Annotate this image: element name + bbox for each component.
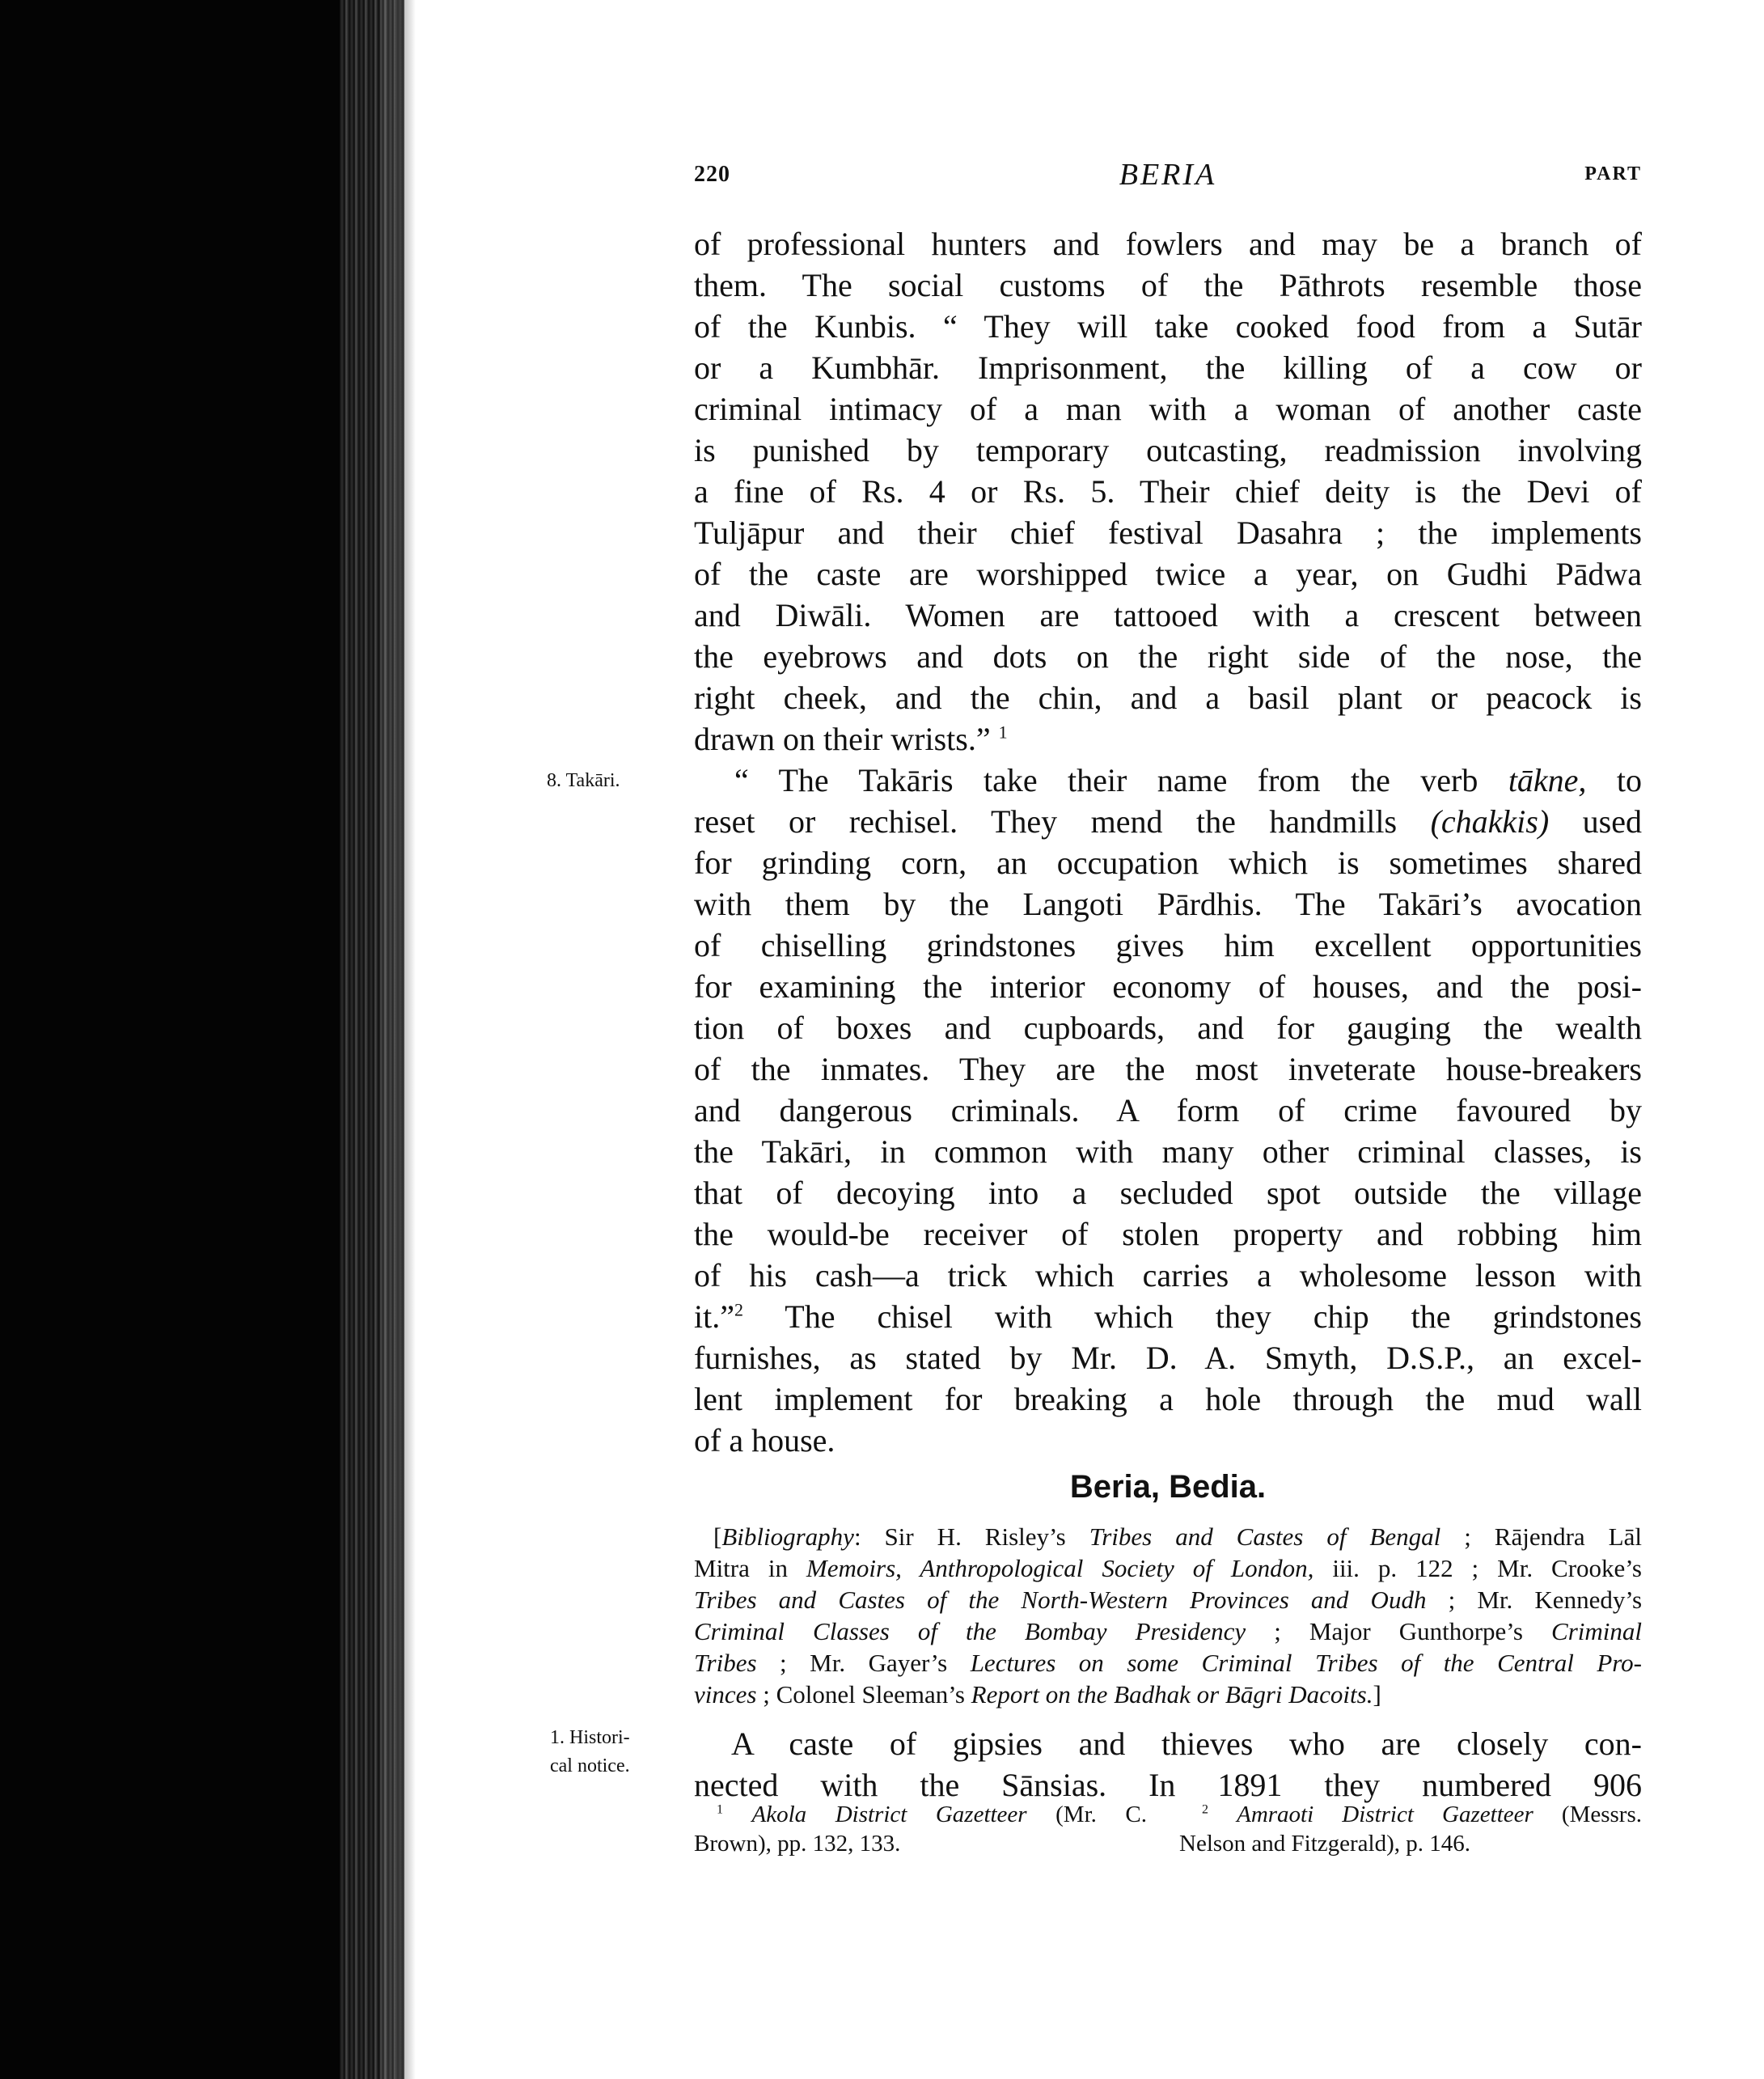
text-segment: ; Rājendra Lāl — [1440, 1522, 1642, 1551]
footnote-ref: 2 — [734, 1299, 743, 1320]
text-line: A caste of gipsies and thieves who are closely con- — [731, 1725, 1642, 1762]
paragraph-pathrots — [694, 223, 1642, 1461]
bib-line — [694, 1615, 1642, 1647]
footnote-line: Brown), pp. 132, 133. — [694, 1831, 901, 1857]
text-segment: [ — [713, 1522, 722, 1551]
footnote-mark: 2 — [1202, 1802, 1208, 1817]
bib-title: Tribes — [694, 1649, 757, 1677]
book-binding-shadow — [0, 0, 380, 2079]
bib-line — [694, 1584, 1642, 1615]
bib-title: Report on the Badhak or Bāgri Dacoits. — [971, 1680, 1373, 1709]
footnote-title: Akola District Gazetteer — [751, 1802, 1027, 1827]
text-line: lent implement for breaking a hole through the mud wall — [694, 1381, 1642, 1417]
text-line: the would-be receiver of stolen property and robbing him — [694, 1216, 1642, 1252]
footnote-2 — [1179, 1800, 1642, 1858]
text-segment: ; Major Gunthorpe’s — [1246, 1617, 1552, 1645]
text-line: or a Kumbhār. Imprisonment, the killing of a cow or — [694, 349, 1642, 386]
bib-title: Criminal Classes of the Bombay Presidency — [694, 1617, 1246, 1645]
text-line: the eyebrows and dots on the right side of the nose, the — [694, 638, 1642, 675]
text-line: the Takāri, in common with many other criminal classes, is — [694, 1133, 1642, 1170]
text-segment: Mitra in — [694, 1554, 806, 1582]
italic-term: tākne, — [1508, 762, 1587, 798]
footnote-mark: 1 — [717, 1802, 723, 1817]
text-line: and Diwāli. Women are tattooed with a crescent between — [694, 597, 1642, 633]
text-segment: ] — [1373, 1680, 1381, 1709]
text-segment: ; Colonel Sleeman’s — [756, 1680, 971, 1709]
text-line: of his cash—a trick which carries a wholesome lesson with — [694, 1257, 1642, 1294]
text-segment: (Messrs. — [1533, 1802, 1643, 1827]
text-line — [694, 760, 1642, 801]
text-segment: reset or rechisel. They mend the handmills — [694, 803, 1431, 840]
footnote-line: Nelson and Fitzgerald), p. 146. — [1179, 1831, 1471, 1857]
footnote-ref: 1 — [998, 722, 1008, 743]
margin-note-takari: 8. Takāri. — [547, 770, 620, 791]
text-line: that of decoying into a secluded spot outside the village — [694, 1175, 1642, 1211]
text-segment: to — [1586, 762, 1642, 798]
page-header — [694, 158, 1642, 194]
text-segment: used — [1549, 803, 1642, 840]
italic-term: (chakkis) — [1430, 803, 1550, 840]
text-line: for grinding corn, an occupation which is sometimes shared — [694, 845, 1642, 881]
bib-title: Criminal — [1551, 1617, 1642, 1645]
margin-note-historical-2: cal notice. — [550, 1755, 630, 1776]
text-line: of a house. — [694, 1422, 835, 1459]
text-line: a fine of Rs. 4 or Rs. 5. Their chief deity is the Devi of — [694, 473, 1642, 510]
bib-line — [694, 1521, 1642, 1552]
text-line: of professional hunters and fowlers and may be a branch of — [694, 226, 1642, 262]
text-line: with them by the Langoti Pārdhis. The Takāri’s avocation — [694, 886, 1642, 922]
text-segment: The chisel with which they chip the grindstones — [742, 1298, 1642, 1335]
bib-title: Memoirs, Anthropological Society of London, — [806, 1554, 1314, 1582]
bib-title: Tribes and Castes of the North-Western Provinces and Oudh — [694, 1586, 1427, 1614]
text-line: of the inmates. They are the most inveterate house-breakers — [694, 1051, 1642, 1087]
margin-note-historical-1: 1. Histori- — [550, 1727, 630, 1748]
text-line: criminal intimacy of a man with a woman of another caste — [694, 391, 1642, 427]
text-line — [694, 801, 1642, 842]
text-line — [694, 718, 1642, 760]
text-line: of the caste are worshipped twice a year, on Gudhi Pādwa — [694, 556, 1642, 592]
bibliography — [694, 1521, 1642, 1710]
text-line: them. The social customs of the Pāthrots resemble those — [694, 267, 1642, 303]
text-line — [694, 1296, 1642, 1337]
text-segment: drawn on their wrists.” — [694, 721, 991, 757]
text-segment: (Mr. C. — [1026, 1802, 1148, 1827]
bib-line — [694, 1552, 1642, 1584]
paragraph-caste — [694, 1723, 1642, 1806]
bib-line — [694, 1647, 1642, 1679]
text-line: furnishes, as stated by Mr. D. A. Smyth, D.S.P., an excel- — [694, 1340, 1642, 1376]
text-segment: it.” — [694, 1298, 734, 1335]
part-label: PART — [1584, 163, 1642, 184]
section-heading: Beria, Bedia. — [1069, 1469, 1267, 1505]
text-segment: : Sir H. Risley’s — [853, 1522, 1089, 1551]
text-segment: “ The Takāris take their name from the verb — [734, 762, 1508, 798]
page-number: 220 — [694, 162, 730, 187]
bib-title: Tribes and Castes of Bengal — [1089, 1522, 1441, 1551]
running-title: BERIA — [1119, 158, 1217, 192]
text-line: of the Kunbis. “ They will take cooked food from a Sutār — [694, 308, 1642, 345]
footnote-1 — [694, 1800, 1147, 1858]
text-line: nected with the Sānsias. In 1891 they numbered 906 — [694, 1767, 1642, 1803]
bib-label: Bibliography — [721, 1522, 854, 1551]
bib-line — [694, 1679, 1642, 1710]
text-segment: iii. p. 122 ; Mr. Crooke’s — [1313, 1554, 1642, 1582]
footnote-title: Amraoti District Gazetteer — [1237, 1802, 1533, 1827]
footnote-line — [1179, 1800, 1642, 1829]
binding-fade — [395, 0, 416, 2079]
text-line: tion of boxes and cupboards, and for gauging the wealth — [694, 1010, 1642, 1046]
text-segment: ; Mr. Gayer’s — [756, 1649, 971, 1677]
text-line: right cheek, and the chin, and a basil plant or peacock is — [694, 680, 1642, 716]
text-segment: ; Mr. Kennedy’s — [1426, 1586, 1643, 1614]
text-line: is punished by temporary outcasting, readmission involving — [694, 432, 1642, 468]
text-line: of chiselling grindstones gives him excellent opportunities — [694, 927, 1642, 963]
text-line: Tuljāpur and their chief festival Dasahra ; the implements — [694, 514, 1642, 551]
footnote-line — [694, 1800, 1147, 1829]
text-line: and dangerous criminals. A form of crime favoured by — [694, 1092, 1642, 1128]
bib-title: vinces — [694, 1680, 757, 1709]
text-line: for examining the interior economy of houses, and the posi- — [694, 968, 1642, 1005]
bib-title: Lectures on some Criminal Tribes of the Central Pro- — [970, 1649, 1642, 1677]
